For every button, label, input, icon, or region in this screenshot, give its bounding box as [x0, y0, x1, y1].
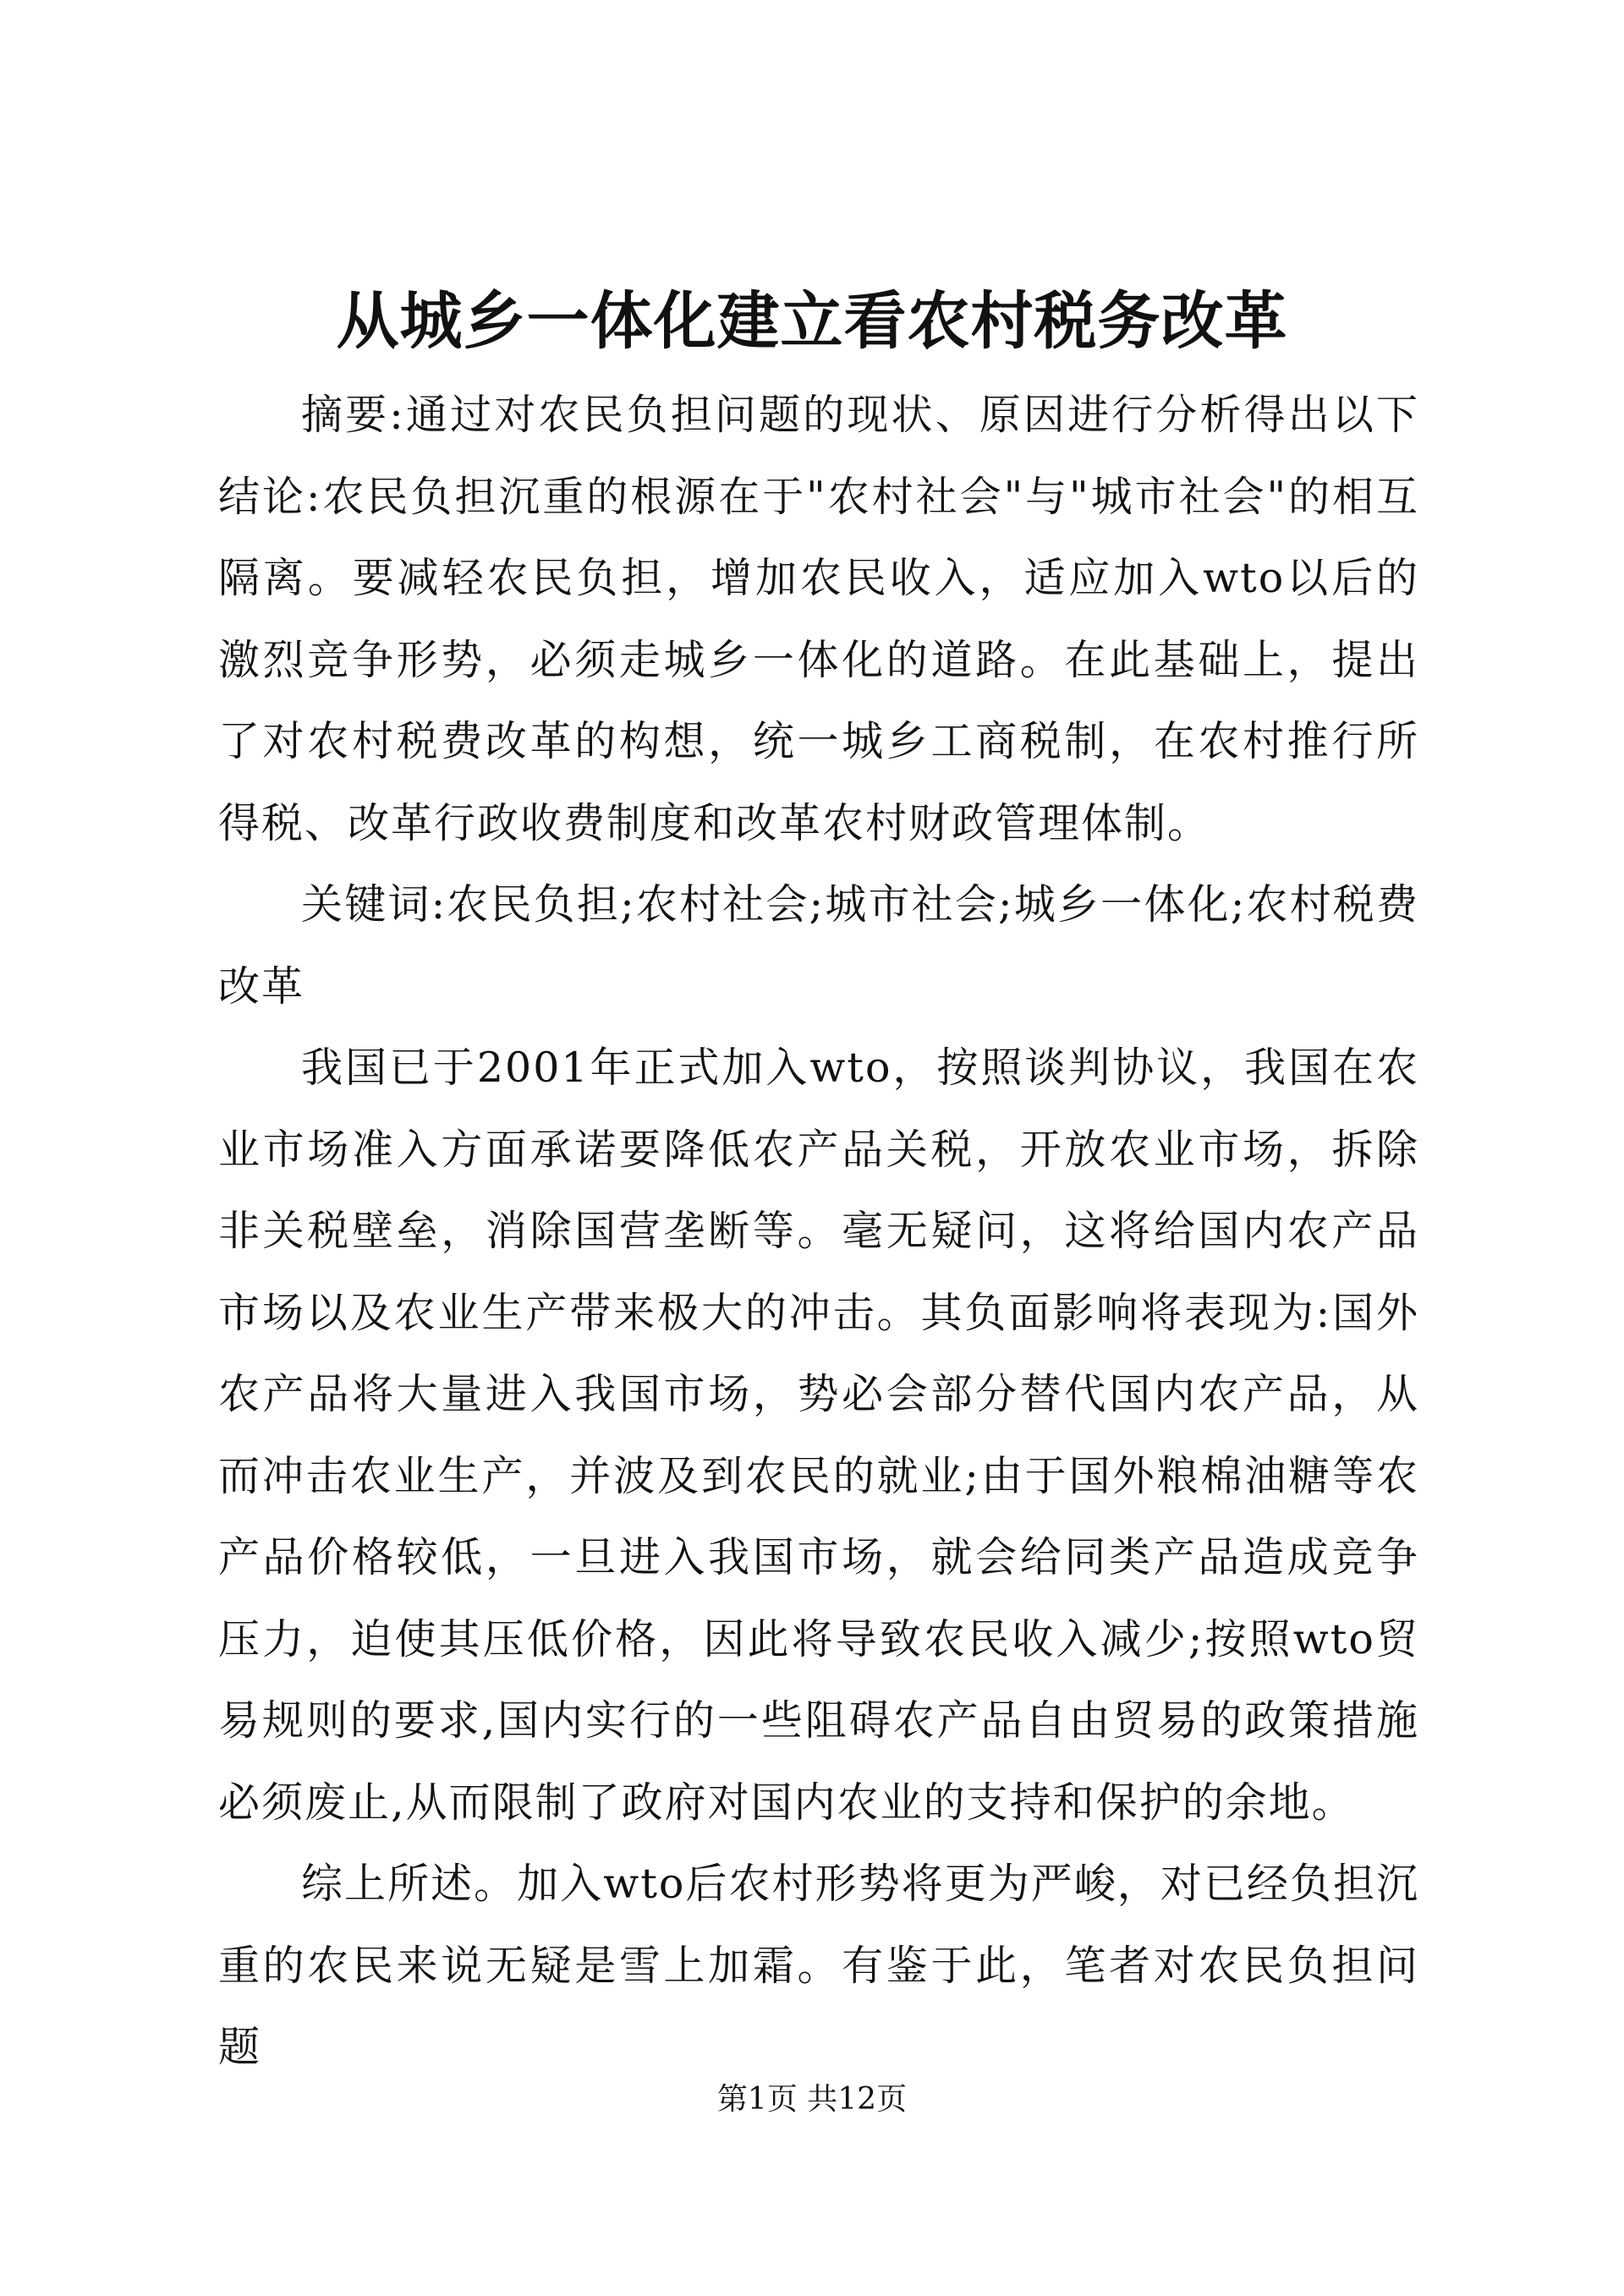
footer-mid: 页 共: [766, 2082, 838, 2117]
page-footer: [0, 2079, 1624, 2121]
body-paragraph: 综上所述。加入wto后农村形势将更为严峻，对已经负担沉重的农民来说无疑是雪上加霜。有鉴于此，笔者对农民负担问题: [218, 1860, 1419, 2071]
document-title: 从城乡一体化建立看农村税务改革: [336, 285, 1288, 358]
footer-prefix: 第: [716, 2082, 748, 2117]
footer-suffix: 页: [876, 2082, 908, 2117]
footer-total-pages: 12: [837, 2082, 877, 2117]
footer-current-page: 1: [747, 2082, 767, 2117]
abstract-paragraph: 摘要:通过对农民负担问题的现状、原因进行分析得出以下结论:农民负担沉重的根源在于"农村社会"与"城市社会"的相互隔离。要减轻农民负担，增加农民收入，适应加入wto以后的激烈竞争形势，必须走城乡一体化的道路。在此基础上，提出了对农村税费改革的构想，统一城乡工商税制，在农村推行所得税、改革行政收费制度和改革农村财政管理体制。: [218, 391, 1419, 847]
document-body: [218, 375, 1419, 2089]
body-paragraph: 我国已于2001年正式加入wto，按照谈判协议，我国在农业市场准入方面承诺要降低农产品关税，开放农业市场，拆除非关税壁垒，消除国营垄断等。毫无疑问，这将给国内农产品市场以及农业生产带来极大的冲击。其负面影响将表现为:国外农产品将大量进入我国市场，势必会部分替代国内农产品，从而冲击农业生产，并波及到农民的就业;由于国外粮棉油糖等农产品价格较低，一旦进入我国市场，就会给同类产品造成竞争压力，迫使其压低价格，因此将导致农民收入减少;按照wto贸易规则的要求,国内实行的一些阻碍农产品自由贸易的政策措施必须废止,从而限制了政府对国内农业的支持和保护的余地。: [218, 1044, 1419, 1827]
keywords-paragraph: 关键词:农民负担;农村社会;城市社会;城乡一体化;农村税费改革: [218, 880, 1419, 1011]
